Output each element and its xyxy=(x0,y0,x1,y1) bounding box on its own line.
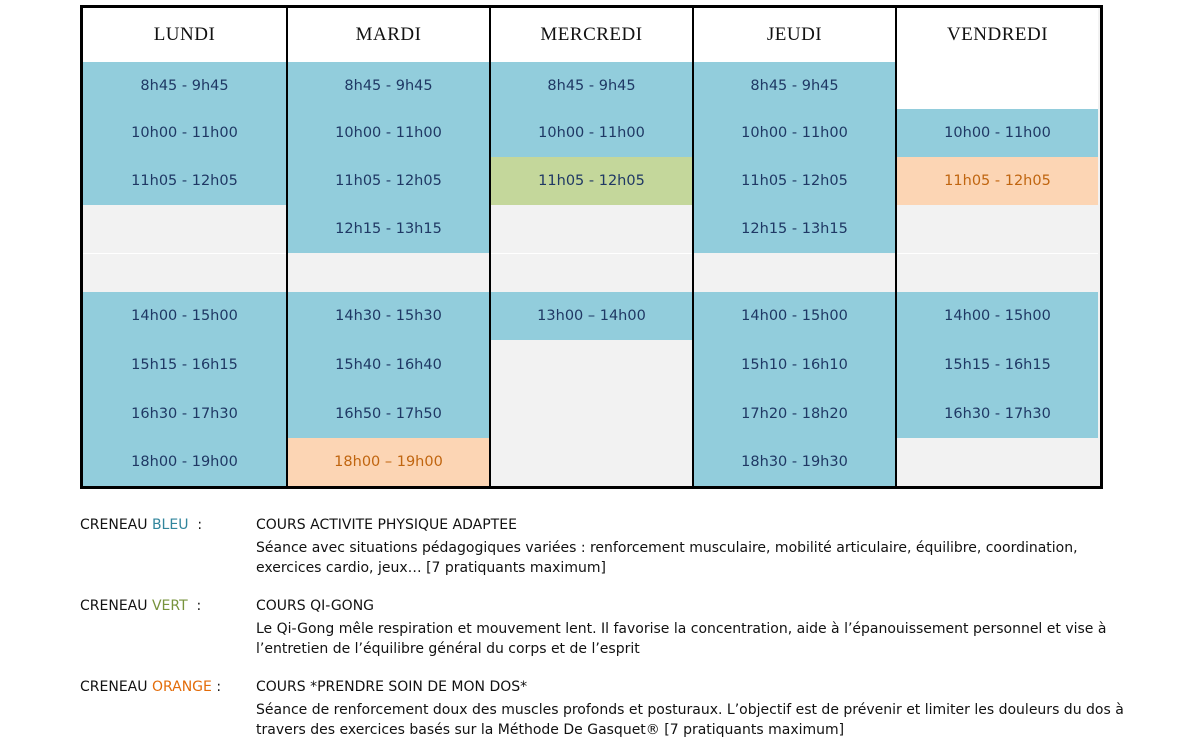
weekly-schedule-table xyxy=(80,5,1103,489)
legend-label-vert xyxy=(80,598,201,614)
legend-desc-vert: Le Qi-Gong mêle respiration et mouvement lent. Il favorise la concentration, aide à l’épanouissement personnel et vise à l’entretien de l’équilibre général du corps et de l’esprit xyxy=(256,621,1107,657)
slot-vendredi-4: 15h15 - 16h15 xyxy=(897,340,1098,389)
slot-mercredi-2: 10h00 - 11h00 xyxy=(491,109,692,157)
slot-mardi-7: 16h50 - 17h50 xyxy=(288,389,489,438)
legend-colon: : xyxy=(211,679,222,695)
slot-jeudi-5: 14h00 - 15h00 xyxy=(694,292,895,340)
row-divider xyxy=(491,253,692,254)
slot-lundi-7: 18h00 - 19h00 xyxy=(83,438,286,486)
legend-colon: : xyxy=(187,598,202,614)
day-header-mercredi: MERCREDI xyxy=(491,8,692,64)
slot-lundi-5: 15h15 - 16h15 xyxy=(83,340,286,389)
legend-prefix: CRENEAU xyxy=(80,598,152,614)
slot-mardi-2: 10h00 - 11h00 xyxy=(288,109,489,157)
legend-desc-orange: Séance de renforcement doux des muscles profonds et posturaux. L’objectif est de prévenir et limiter les douleurs du dos à travers des exercices basés sur la Méthode De Gasquet® [7 pratiquants maximum] xyxy=(256,702,1124,738)
legend-prefix: CRENEAU xyxy=(80,679,152,695)
slot-mardi-4: 12h15 - 13h15 xyxy=(288,205,489,253)
slot-lundi-4: 14h00 - 15h00 xyxy=(83,292,286,340)
slot-mardi-6: 15h40 - 16h40 xyxy=(288,340,489,389)
column-lundi xyxy=(83,8,286,486)
legend-color-word-vert: VERT xyxy=(151,598,188,614)
slot-jeudi-6: 15h10 - 16h10 xyxy=(694,340,895,389)
row-divider xyxy=(83,253,286,254)
legend-desc-bleu: Séance avec situations pédagogiques variées : renforcement musculaire, mobilité articulaire, équilibre, coordination, exercices cardio, jeux… [7 pratiquants maximum] xyxy=(256,540,1078,576)
slot-jeudi-3: 11h05 - 12h05 xyxy=(694,157,895,205)
slot-vendredi-empty xyxy=(897,62,1098,109)
legend-color-word-bleu: BLEU xyxy=(151,517,189,533)
legend-title-bleu: COURS ACTIVITE PHYSIQUE ADAPTEE xyxy=(256,517,517,533)
slot-mardi-1: 8h45 - 9h45 xyxy=(288,62,489,109)
legend-prefix: CRENEAU xyxy=(80,517,152,533)
column-jeudi xyxy=(692,8,895,486)
slot-lundi-3: 11h05 - 12h05 xyxy=(83,157,286,205)
slot-vendredi-1: 10h00 - 11h00 xyxy=(897,109,1098,157)
slot-jeudi-2: 10h00 - 11h00 xyxy=(694,109,895,157)
slot-mardi-8: 18h00 – 19h00 xyxy=(288,438,489,486)
slot-vendredi-3: 14h00 - 15h00 xyxy=(897,292,1098,340)
legend-title-orange: COURS *PRENDRE SOIN DE MON DOS* xyxy=(256,679,528,695)
slot-lundi-6: 16h30 - 17h30 xyxy=(83,389,286,438)
slot-lundi-2: 10h00 - 11h00 xyxy=(83,109,286,157)
day-header-mardi: MARDI xyxy=(288,8,489,64)
slot-lundi-1: 8h45 - 9h45 xyxy=(83,62,286,109)
slot-vendredi-5: 16h30 - 17h30 xyxy=(897,389,1098,438)
slot-mardi-5: 14h30 - 15h30 xyxy=(288,292,489,340)
slot-mercredi-3: 11h05 - 12h05 xyxy=(491,157,692,205)
column-mardi xyxy=(286,8,489,486)
slot-mercredi-1: 8h45 - 9h45 xyxy=(491,62,692,109)
slot-jeudi-8: 18h30 - 19h30 xyxy=(694,438,895,486)
slot-mercredi-4: 13h00 – 14h00 xyxy=(491,292,692,340)
slot-mardi-3: 11h05 - 12h05 xyxy=(288,157,489,205)
legend-title-vert: COURS QI-GONG xyxy=(256,598,375,614)
slot-jeudi-4: 12h15 - 13h15 xyxy=(694,205,895,253)
slot-jeudi-1: 8h45 - 9h45 xyxy=(694,62,895,109)
legend-label-bleu xyxy=(80,517,202,533)
legend-label-orange xyxy=(80,679,221,695)
slot-jeudi-7: 17h20 - 18h20 xyxy=(694,389,895,438)
day-header-vendredi: VENDREDI xyxy=(897,8,1098,64)
legend-colon: : xyxy=(188,517,203,533)
column-vendredi xyxy=(895,8,1098,486)
day-header-lundi: LUNDI xyxy=(83,8,286,64)
row-divider xyxy=(897,253,1098,254)
slot-vendredi-2: 11h05 - 12h05 xyxy=(897,157,1098,205)
day-header-jeudi: JEUDI xyxy=(694,8,895,64)
column-mercredi xyxy=(489,8,692,486)
legend-color-word-orange: ORANGE xyxy=(151,679,212,695)
